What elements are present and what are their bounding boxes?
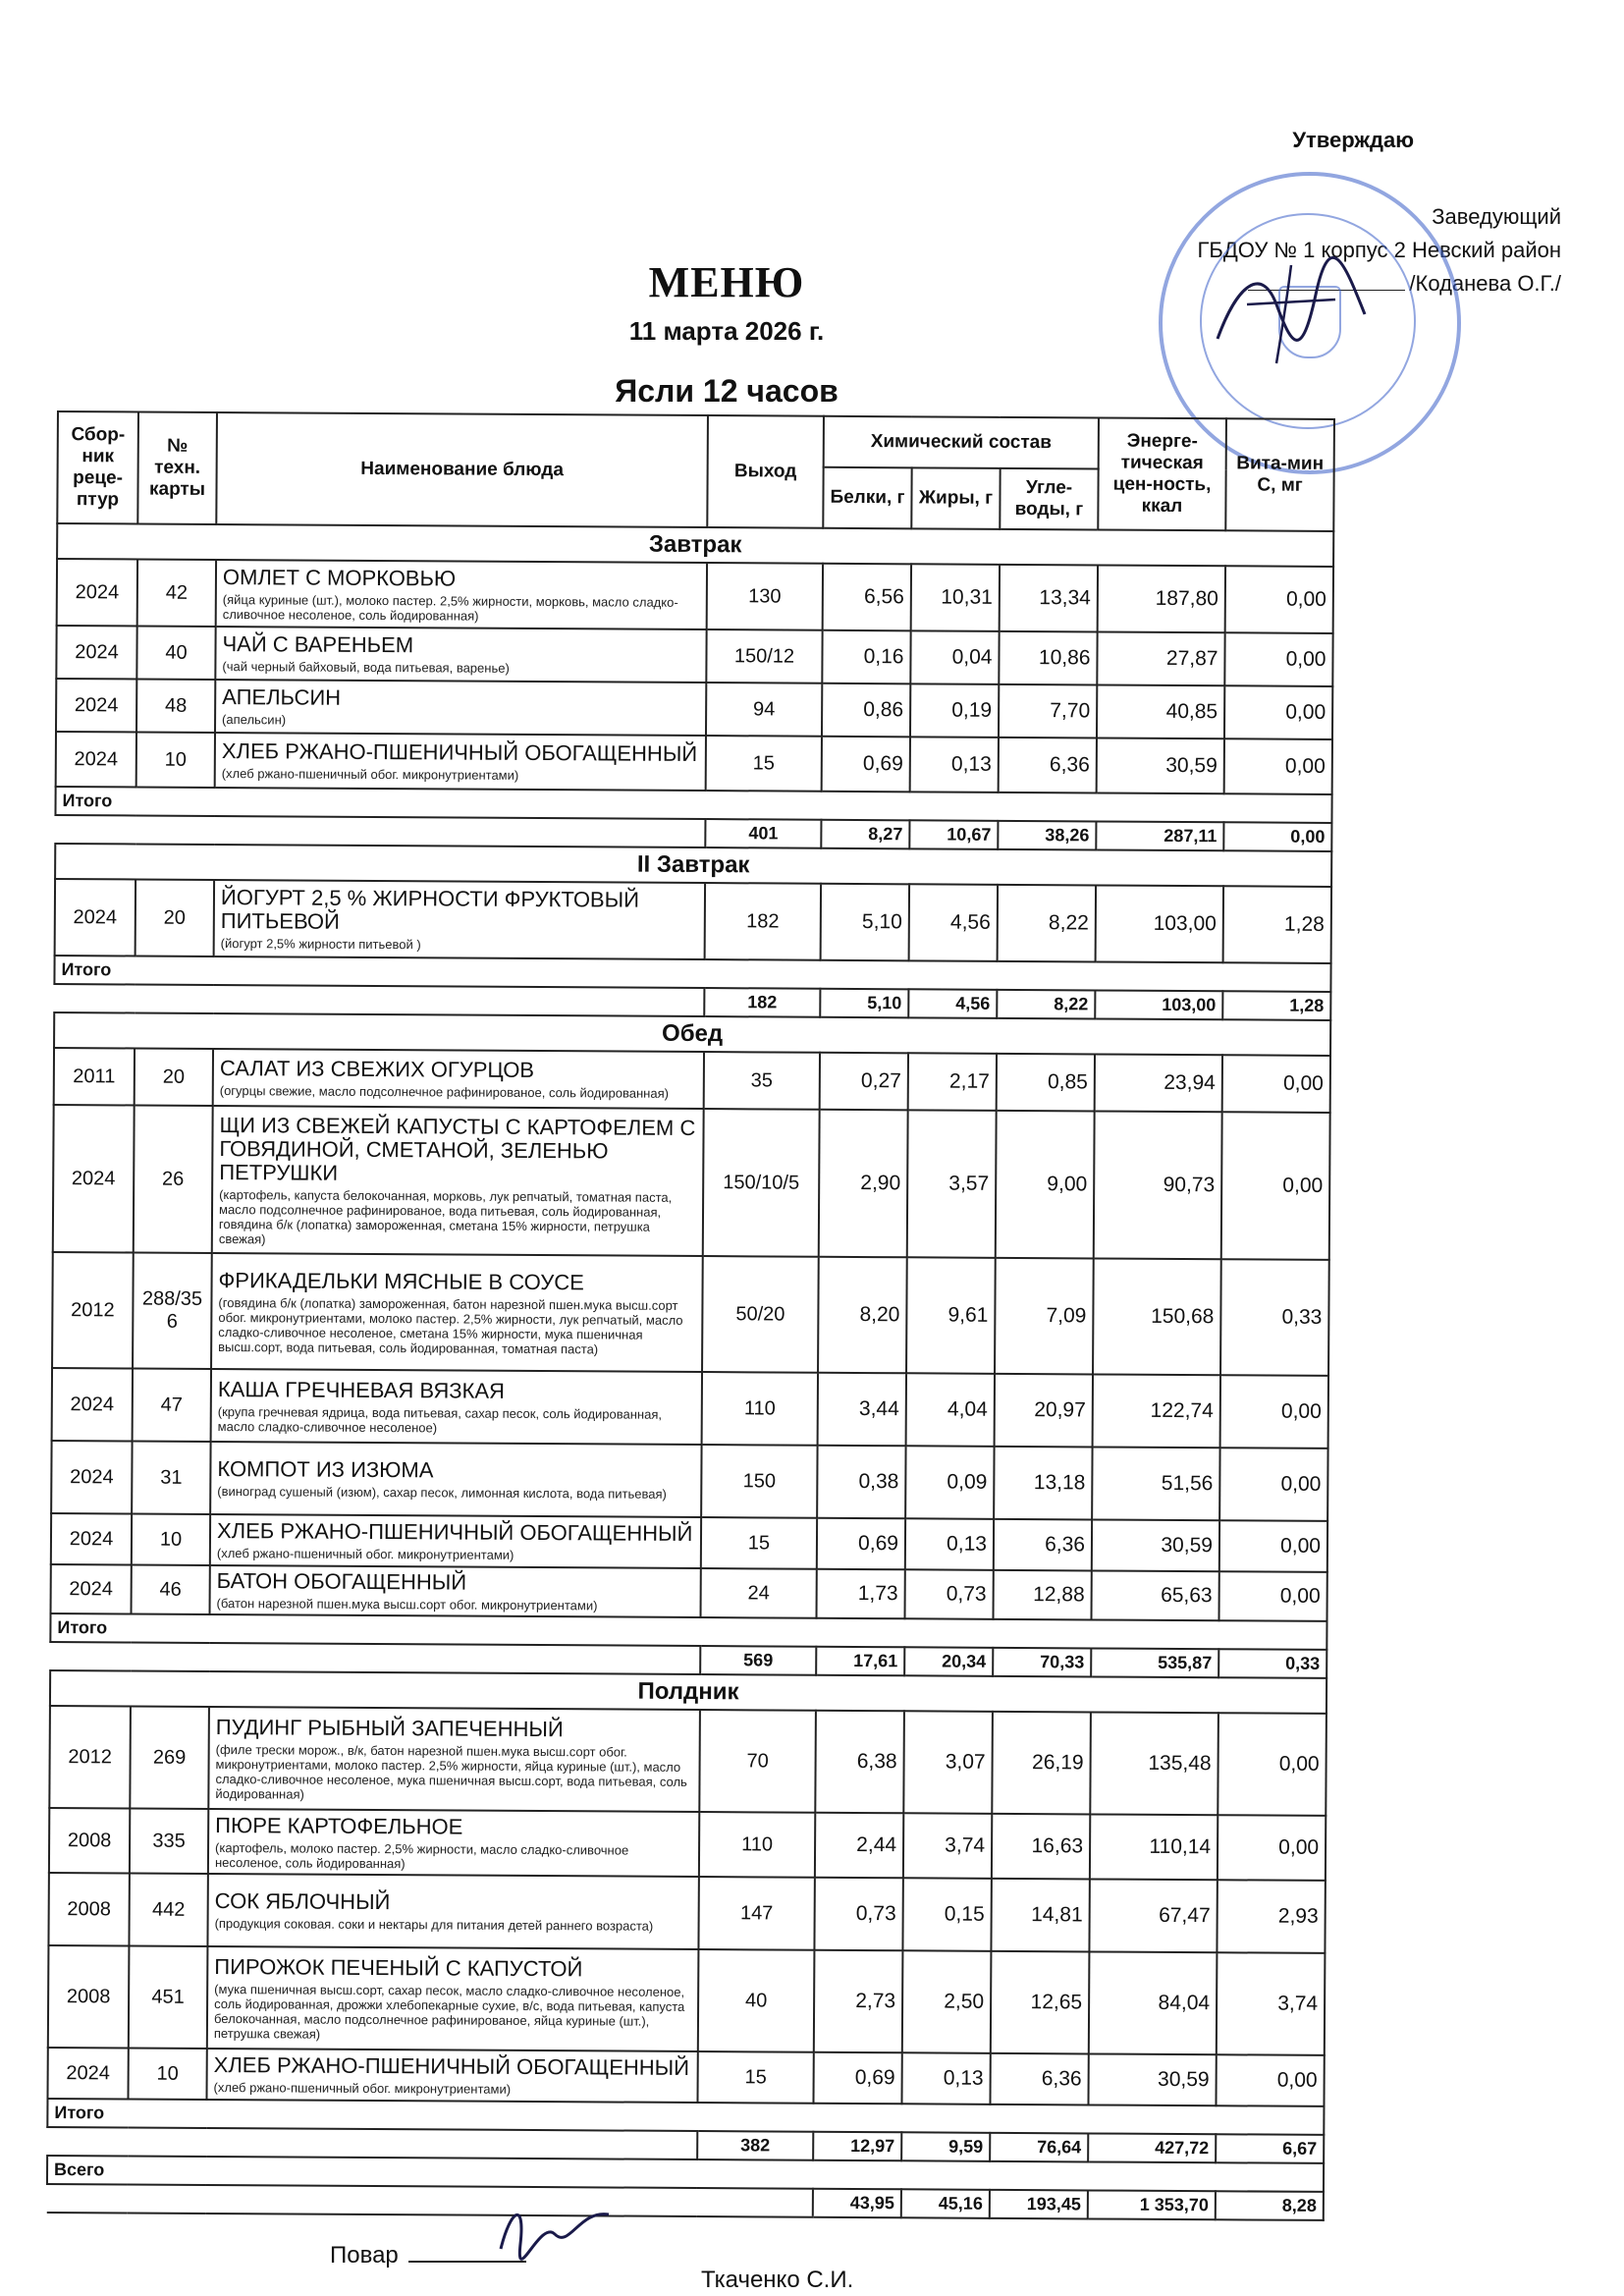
dish-cell bbox=[215, 627, 706, 683]
dish-energy: 27,87 bbox=[1097, 631, 1224, 685]
total-output: 182 bbox=[704, 988, 820, 1017]
dish-energy: 103,00 bbox=[1096, 885, 1223, 962]
dish-fat: 3,57 bbox=[907, 1110, 997, 1258]
dish-protein: 0,86 bbox=[822, 683, 910, 738]
dish-protein: 0,38 bbox=[817, 1446, 905, 1519]
dish-row bbox=[52, 1368, 1328, 1449]
dish-row bbox=[48, 1945, 1326, 2055]
dish-cell bbox=[212, 1106, 704, 1256]
total-label: Итого bbox=[54, 956, 704, 988]
dish-energy: 40,85 bbox=[1097, 684, 1224, 738]
total-output: 382 bbox=[697, 2131, 813, 2160]
dish-output: 15 bbox=[697, 2051, 813, 2104]
dish-protein: 0,73 bbox=[814, 1878, 902, 1951]
dish-card-number: 20 bbox=[135, 879, 214, 956]
col-dish-name: Наименование блюда bbox=[216, 412, 708, 527]
col-protein: Белки, г bbox=[823, 467, 911, 529]
total-fat: 20,34 bbox=[904, 1647, 993, 1676]
dish-carbs: 14,81 bbox=[991, 1879, 1089, 1952]
dish-row bbox=[51, 1513, 1327, 1572]
dish-card-number: 10 bbox=[132, 1513, 210, 1564]
col-card-number: № техн. карты bbox=[137, 412, 217, 524]
dish-card-number: 335 bbox=[130, 1808, 208, 1873]
dish-card-number: 288/356 bbox=[133, 1252, 212, 1368]
dish-energy: 30,59 bbox=[1092, 1519, 1219, 1571]
dish-output: 150 bbox=[701, 1445, 817, 1518]
dish-composition: (крупа гречневая ядрица, вода питьевая, сахар песок, соль йодированная, масло сладко-сливочное несоленое) bbox=[217, 1403, 663, 1435]
dish-name: ПИРОЖОК ПЕЧЕНЫЙ С КАПУСТОЙ bbox=[214, 1953, 583, 1981]
dish-fat: 0,13 bbox=[910, 737, 999, 793]
dish-collection-year: 2024 bbox=[47, 2048, 128, 2099]
dish-name: ФРИКАДЕЛЬКИ МЯСНЫЕ В СОУСЕ bbox=[218, 1267, 584, 1294]
dish-energy: 84,04 bbox=[1089, 1951, 1218, 2054]
dish-card-number: 48 bbox=[136, 680, 215, 733]
dish-name: ОМЛЕТ С МОРКОВЬЮ bbox=[222, 564, 457, 590]
dish-collection-year: 2011 bbox=[54, 1048, 135, 1105]
dish-row bbox=[57, 559, 1333, 633]
dish-collection-year: 2008 bbox=[48, 1945, 130, 2048]
approval-position: Заведующий bbox=[1432, 204, 1561, 229]
dish-name: ЙОГУРТ 2,5 % ЖИРНОСТИ ФРУКТОВЫЙ ПИТЬЕВОЙ bbox=[220, 885, 640, 934]
dish-energy: 65,63 bbox=[1092, 1570, 1219, 1620]
dish-output: 35 bbox=[704, 1052, 820, 1110]
dish-collection-year: 2024 bbox=[57, 559, 137, 626]
dish-carbs: 7,70 bbox=[999, 684, 1097, 738]
dish-vitamin: 0,00 bbox=[1219, 1571, 1327, 1621]
dish-cell bbox=[215, 680, 706, 736]
cook-name: Ткаченко С.И. bbox=[701, 2267, 854, 2293]
dish-energy: 187,80 bbox=[1098, 565, 1225, 632]
dish-card-number: 10 bbox=[128, 2048, 206, 2099]
total-label: Итого bbox=[50, 1613, 700, 1646]
dish-output: 15 bbox=[701, 1517, 817, 1569]
dish-carbs: 6,36 bbox=[990, 2053, 1088, 2105]
cook-label: Повар bbox=[330, 2242, 399, 2269]
dish-name: КОМПОТ ИЗ ИЗЮМА bbox=[217, 1456, 434, 1483]
dish-composition: (чай черный байховый, вода питьевая, варенье) bbox=[222, 659, 510, 676]
total-vitamin: 1,28 bbox=[1222, 991, 1330, 1020]
dish-row bbox=[56, 679, 1332, 739]
dish-energy: 90,73 bbox=[1094, 1111, 1222, 1259]
dish-fat: 9,61 bbox=[906, 1257, 996, 1374]
dish-output: 40 bbox=[698, 1949, 815, 2052]
dish-energy: 30,59 bbox=[1097, 738, 1224, 793]
dish-collection-year: 2024 bbox=[51, 1441, 132, 1513]
dish-carbs: 13,18 bbox=[994, 1447, 1092, 1520]
dish-fat: 0,09 bbox=[905, 1446, 994, 1519]
dish-carbs: 7,09 bbox=[995, 1258, 1094, 1375]
dish-carbs: 0,85 bbox=[997, 1054, 1095, 1112]
dish-energy: 122,74 bbox=[1093, 1374, 1220, 1448]
total-vitamin: 0,33 bbox=[1218, 1649, 1326, 1678]
dish-cell bbox=[207, 1946, 699, 2051]
dish-output: 182 bbox=[705, 883, 821, 960]
total-protein: 17,61 bbox=[816, 1647, 904, 1676]
dish-protein: 2,73 bbox=[814, 1950, 903, 2053]
total-label-spacer bbox=[700, 1617, 1326, 1650]
dish-protein: 0,69 bbox=[817, 1518, 905, 1570]
approval-name: /Коданева О.Г./ bbox=[1409, 271, 1561, 296]
dish-composition: (батон нарезной пшен.мука высш.сорт обог. микронутриентами) bbox=[216, 1596, 598, 1613]
grand-total-label: Всего bbox=[47, 2156, 697, 2188]
dish-composition: (говядина б/к (лопатка) замороженная, батон нарезной пшен.мука высш.сорт обог. микронутриентами, молоко пастер. 2,5% жирности, лук репчатый, масло сладко-сливочное несоленое, сметана 15% жирности, мука пшеничная высш.сорт, вода питьевая, соль йодированная, томатная паста) bbox=[218, 1294, 683, 1356]
dish-energy: 30,59 bbox=[1088, 2053, 1216, 2105]
total-label: Итого bbox=[47, 2099, 697, 2131]
dish-fat: 3,74 bbox=[903, 1813, 992, 1879]
dish-row bbox=[56, 626, 1332, 686]
dish-cell bbox=[213, 1049, 704, 1109]
dish-energy: 23,94 bbox=[1095, 1054, 1222, 1112]
dish-composition: (хлеб ржано-пшеничный обог. микронутриентами) bbox=[213, 2080, 512, 2097]
dish-card-number: 442 bbox=[129, 1873, 207, 1945]
section-title: II Завтрак bbox=[55, 844, 1331, 887]
dish-name: ПЮРЕ КАРТОФЕЛЬНОЕ bbox=[215, 1812, 463, 1839]
dish-composition: (картофель, молоко пастер. 2,5% жирности, масло сладко-сливочное несоленое, соль йодированная) bbox=[214, 1839, 629, 1871]
dish-composition: (продукция соковая. соки и нектары для питания детей раннего возраста) bbox=[214, 1916, 654, 1934]
menu-date: 11 марта 2026 г. bbox=[628, 316, 825, 346]
dish-output: 70 bbox=[699, 1710, 816, 1813]
dish-vitamin: 0,00 bbox=[1222, 1055, 1330, 1113]
dish-carbs: 12,88 bbox=[993, 1570, 1091, 1620]
dish-carbs: 20,97 bbox=[995, 1374, 1093, 1448]
dish-card-number: 451 bbox=[129, 1945, 208, 2048]
dish-row bbox=[52, 1252, 1329, 1376]
dish-collection-year: 2024 bbox=[56, 732, 136, 787]
dish-fat: 3,07 bbox=[903, 1711, 993, 1814]
dish-output: 94 bbox=[706, 683, 822, 737]
col-carbs: Угле-воды, г bbox=[1000, 468, 1098, 530]
dish-collection-year: 2012 bbox=[52, 1252, 134, 1368]
dish-vitamin: 0,00 bbox=[1218, 1815, 1326, 1881]
dish-cell bbox=[210, 1514, 701, 1568]
total-carbs: 38,26 bbox=[998, 821, 1096, 850]
dish-cell bbox=[210, 1442, 701, 1517]
dish-name: ХЛЕБ РЖАНО-ПШЕНИЧНЫЙ ОБОГАЩЕННЫЙ bbox=[221, 738, 698, 766]
dish-vitamin: 3,74 bbox=[1217, 1952, 1326, 2055]
dish-name: ХЛЕБ РЖАНО-ПШЕНИЧНЫЙ ОБОГАЩЕННЫЙ bbox=[216, 1518, 693, 1546]
dish-protein: 6,56 bbox=[823, 564, 911, 631]
dish-card-number: 20 bbox=[135, 1048, 213, 1105]
dish-row bbox=[49, 1808, 1326, 1881]
total-fat: 10,67 bbox=[909, 820, 998, 849]
approval-org: ГБДОУ № 1 корпус 2 Невский район bbox=[1197, 238, 1561, 262]
dish-fat: 4,56 bbox=[909, 884, 998, 961]
dish-protein: 0,69 bbox=[813, 2052, 901, 2105]
dish-vitamin: 0,00 bbox=[1219, 1448, 1327, 1521]
dish-collection-year: 2024 bbox=[51, 1564, 132, 1614]
total-energy: 535,87 bbox=[1091, 1648, 1218, 1677]
col-collection: Сбор-ник реце-птур bbox=[57, 411, 138, 523]
dish-protein: 0,27 bbox=[820, 1053, 908, 1111]
dish-cell bbox=[210, 1565, 701, 1617]
total-carbs: 70,33 bbox=[993, 1648, 1091, 1677]
dish-output: 24 bbox=[701, 1568, 817, 1618]
dish-row bbox=[51, 1441, 1327, 1521]
total-fat: 4,56 bbox=[908, 989, 997, 1018]
dish-collection-year: 2024 bbox=[52, 1368, 133, 1441]
dish-carbs: 9,00 bbox=[996, 1111, 1095, 1259]
total-energy: 427,72 bbox=[1088, 2133, 1216, 2162]
dish-vitamin: 0,00 bbox=[1220, 1375, 1328, 1449]
approval-title: Утверждаю bbox=[1292, 128, 1414, 152]
total-vitamin: 0,00 bbox=[1223, 822, 1331, 851]
dish-name: ПУДИНГ РЫБНЫЙ ЗАПЕЧЕННЫЙ bbox=[215, 1714, 564, 1741]
dish-energy: 51,56 bbox=[1092, 1447, 1219, 1520]
dish-card-number: 40 bbox=[136, 627, 215, 680]
dish-cell bbox=[206, 2049, 697, 2103]
dish-output: 110 bbox=[699, 1812, 815, 1878]
grand-total-vitamin: 8,28 bbox=[1216, 2191, 1324, 2220]
dish-protein: 0,69 bbox=[822, 737, 910, 793]
dish-composition: (огурцы свежие, масло подсолнечное рафинированое, соль йодированная) bbox=[219, 1083, 670, 1101]
menu-table bbox=[46, 410, 1335, 2221]
dish-composition: (картофель, капуста белокочанная, морковь, лук репчатый, томатная паста, масло подсолнечное рафинированое, вода питьевая, соль йодированная, говядина б/к (лопатка) замороженная, сметана 15% жирности, петрушка свежая) bbox=[218, 1186, 673, 1246]
dish-protein: 6,38 bbox=[815, 1711, 904, 1814]
dish-composition: (мука пшеничная высш.сорт, сахар песок, масло сладко-сливочное несоленое, соль йодированная, дрожжи хлебопекарные сухие, в/с, вода питьевая, капуста белокочанная, масло подсолнечное рафинированое, яйца куриные (шт.), петрушка свежая) bbox=[213, 1981, 685, 2042]
dish-collection-year: 2024 bbox=[53, 1105, 135, 1252]
total-output: 569 bbox=[700, 1646, 816, 1675]
page-title: МЕНЮ bbox=[648, 258, 805, 306]
dish-fat: 0,04 bbox=[910, 630, 999, 684]
dish-fat: 2,50 bbox=[902, 1950, 992, 2053]
total-label-spacer bbox=[697, 2103, 1324, 2135]
cook-signature bbox=[481, 2190, 628, 2269]
dish-row bbox=[47, 2048, 1324, 2106]
dish-output: 50/20 bbox=[702, 1256, 819, 1373]
dish-fat: 0,73 bbox=[905, 1569, 994, 1619]
dish-vitamin: 0,00 bbox=[1224, 738, 1332, 794]
dish-cell bbox=[211, 1369, 702, 1445]
dish-fat: 4,04 bbox=[906, 1373, 995, 1447]
dish-composition: (йогурт 2,5% жирности питьевой ) bbox=[220, 936, 421, 953]
dish-name: КАША ГРЕЧНЕВАЯ ВЯЗКАЯ bbox=[217, 1376, 506, 1403]
dish-vitamin: 0,33 bbox=[1220, 1259, 1329, 1376]
dish-cell bbox=[216, 560, 707, 629]
total-label: Итого bbox=[55, 787, 705, 819]
dish-fat: 0,13 bbox=[901, 2052, 990, 2105]
dish-fat: 0,19 bbox=[910, 683, 999, 738]
dish-row bbox=[51, 1564, 1327, 1621]
dish-output: 15 bbox=[706, 736, 822, 792]
dish-card-number: 47 bbox=[133, 1368, 211, 1441]
dish-vitamin: 0,00 bbox=[1224, 685, 1332, 739]
dish-composition: (виноград сушеный (изюм), сахар песок, лимонная кислота, вода питьевая) bbox=[217, 1484, 667, 1502]
dish-energy: 150,68 bbox=[1093, 1258, 1221, 1375]
dish-cell bbox=[211, 1253, 703, 1372]
dish-carbs: 10,86 bbox=[999, 631, 1097, 685]
dish-fat: 10,31 bbox=[911, 564, 1000, 631]
dish-name: ЩИ ИЗ СВЕЖЕЙ КАПУСТЫ С КАРТОФЕЛЕМ С ГОВЯДИНОЙ, СМЕТАНОЙ, ЗЕЛЕНЬЮ ПЕТРУШКИ bbox=[219, 1112, 696, 1185]
dish-card-number: 269 bbox=[130, 1706, 209, 1808]
total-spacer bbox=[55, 815, 705, 847]
total-energy: 287,11 bbox=[1096, 821, 1223, 850]
dish-protein: 5,10 bbox=[821, 884, 909, 961]
dish-protein: 0,16 bbox=[822, 630, 910, 684]
dish-collection-year: 2012 bbox=[49, 1706, 131, 1808]
dish-row bbox=[48, 1873, 1325, 1953]
dish-output: 110 bbox=[702, 1372, 818, 1446]
dish-row bbox=[54, 1048, 1330, 1113]
dish-output: 130 bbox=[707, 563, 823, 630]
dish-collection-year: 2008 bbox=[49, 1808, 130, 1873]
dish-fat: 2,17 bbox=[908, 1053, 997, 1111]
col-chemical-composition: Химический состав bbox=[824, 416, 1099, 469]
dish-card-number: 26 bbox=[134, 1105, 213, 1252]
dish-row bbox=[53, 1105, 1330, 1260]
dish-name: ХЛЕБ РЖАНО-ПШЕНИЧНЫЙ ОБОГАЩЕННЫЙ bbox=[213, 2052, 690, 2080]
grand-total-protein: 43,95 bbox=[813, 2189, 901, 2218]
grand-total-spacer bbox=[697, 2159, 1324, 2192]
dish-energy: 110,14 bbox=[1090, 1814, 1218, 1880]
dish-row bbox=[56, 732, 1332, 794]
dish-vitamin: 0,00 bbox=[1216, 2054, 1324, 2106]
total-carbs: 8,22 bbox=[997, 990, 1095, 1019]
dish-carbs: 16,63 bbox=[992, 1814, 1090, 1880]
dish-protein: 1,73 bbox=[817, 1569, 905, 1619]
dish-name: САЛАТ ИЗ СВЕЖИХ ОГУРЦОВ bbox=[219, 1056, 535, 1082]
total-carbs: 76,64 bbox=[990, 2133, 1088, 2162]
dish-name: БАТОН ОБОГАЩЕННЫЙ bbox=[216, 1568, 467, 1595]
dish-carbs: 6,36 bbox=[999, 738, 1097, 793]
dish-card-number: 42 bbox=[137, 560, 216, 627]
grand-total-energy: 1 353,70 bbox=[1088, 2190, 1216, 2219]
dish-vitamin: 0,00 bbox=[1224, 632, 1332, 686]
col-fat: Жиры, г bbox=[911, 467, 1000, 529]
dish-name: ЧАЙ С ВАРЕНЬЕМ bbox=[222, 631, 414, 658]
dish-composition: (яйца куриные (шт.), молоко пастер. 2,5% жирности, морковь, масло сладко-сливочное несоленое, соль йодированная) bbox=[222, 591, 678, 624]
dish-carbs: 12,65 bbox=[991, 1951, 1090, 2054]
dish-vitamin: 0,00 bbox=[1218, 1713, 1326, 1816]
dish-vitamin: 2,93 bbox=[1217, 1880, 1325, 1953]
dish-carbs: 26,19 bbox=[992, 1712, 1091, 1815]
dish-protein: 3,44 bbox=[818, 1373, 906, 1447]
group-name: Ясли 12 часов bbox=[615, 373, 839, 409]
dish-composition: (филе трески морож., в/к, батон нарезной пшен.мука высш.сорт обог. микронутриентами, молоко пастер. 2,5% жирности, яйца куриные (шт.), масло сладко-сливочное несоленое, мука пшеничная высш.сорт, вода питьевая, соль йодированная) bbox=[215, 1741, 687, 1802]
dish-cell bbox=[215, 733, 706, 791]
dish-collection-year: 2024 bbox=[51, 1513, 132, 1565]
grand-total-fat: 45,16 bbox=[901, 2189, 990, 2218]
section-title: Полдник bbox=[50, 1670, 1326, 1714]
dish-row bbox=[49, 1706, 1326, 1816]
total-fat: 9,59 bbox=[901, 2132, 990, 2161]
total-vitamin: 6,67 bbox=[1216, 2134, 1324, 2163]
total-protein: 12,97 bbox=[813, 2132, 901, 2161]
total-spacer bbox=[47, 2127, 697, 2159]
dish-collection-year: 2008 bbox=[48, 1873, 129, 1945]
dish-collection-year: 2024 bbox=[56, 679, 136, 732]
col-output: Выход bbox=[707, 415, 824, 528]
dish-composition: (хлеб ржано-пшеничный обог. микронутриентами) bbox=[216, 1546, 514, 1562]
col-vitamin-c: Вита-мин С, мг bbox=[1225, 418, 1334, 531]
total-protein: 8,27 bbox=[821, 820, 909, 849]
grand-total-blank bbox=[47, 2184, 813, 2217]
grand-total-carbs: 193,45 bbox=[990, 2190, 1088, 2219]
dish-output: 147 bbox=[698, 1877, 814, 1950]
dish-name: СОК ЯБЛОЧНЫЙ bbox=[214, 1888, 391, 1915]
dish-row bbox=[55, 879, 1331, 963]
dish-cell bbox=[208, 1707, 700, 1812]
col-energy: Энерге-тическая цен-ность, ккал bbox=[1098, 417, 1226, 530]
total-protein: 5,10 bbox=[820, 989, 908, 1018]
dish-composition: (апельсин) bbox=[222, 712, 287, 728]
dish-vitamin: 0,00 bbox=[1225, 566, 1333, 633]
dish-collection-year: 2024 bbox=[56, 626, 136, 679]
dish-output: 150/10/5 bbox=[703, 1109, 820, 1257]
dish-vitamin: 0,00 bbox=[1221, 1112, 1330, 1260]
dish-name: АПЕЛЬСИН bbox=[222, 684, 342, 710]
total-label-spacer bbox=[704, 959, 1330, 992]
dish-card-number: 31 bbox=[132, 1441, 210, 1513]
dish-carbs: 6,36 bbox=[994, 1519, 1092, 1571]
dish-vitamin: 1,28 bbox=[1223, 886, 1331, 963]
dish-card-number: 46 bbox=[132, 1564, 210, 1613]
dish-vitamin: 0,00 bbox=[1219, 1520, 1327, 1572]
dish-fat: 0,13 bbox=[905, 1518, 994, 1570]
total-energy: 103,00 bbox=[1095, 990, 1222, 1019]
dish-cell bbox=[208, 1809, 699, 1877]
total-output: 401 bbox=[705, 819, 821, 848]
dish-energy: 135,48 bbox=[1090, 1712, 1218, 1815]
dish-carbs: 8,22 bbox=[998, 885, 1096, 962]
section-title: Завтрак bbox=[57, 523, 1333, 567]
dish-carbs: 13,34 bbox=[1000, 565, 1098, 632]
dish-protein: 2,44 bbox=[815, 1813, 903, 1879]
section-title: Обед bbox=[54, 1012, 1330, 1056]
total-label-spacer bbox=[705, 791, 1331, 823]
dish-cell bbox=[214, 880, 705, 959]
total-spacer bbox=[50, 1642, 700, 1674]
dish-composition: (хлеб ржано-пшеничный обог. микронутриентами) bbox=[221, 766, 519, 783]
dish-cell bbox=[207, 1874, 698, 1949]
dish-card-number: 10 bbox=[136, 733, 215, 788]
dish-output: 150/12 bbox=[706, 629, 822, 683]
table-header bbox=[57, 411, 1334, 531]
dish-collection-year: 2024 bbox=[55, 879, 135, 956]
table-body bbox=[47, 523, 1333, 2220]
dish-protein: 2,90 bbox=[819, 1110, 908, 1258]
dish-energy: 67,47 bbox=[1089, 1879, 1217, 1952]
dish-fat: 0,15 bbox=[902, 1878, 991, 1951]
dish-protein: 8,20 bbox=[818, 1257, 907, 1374]
total-spacer bbox=[54, 984, 704, 1016]
